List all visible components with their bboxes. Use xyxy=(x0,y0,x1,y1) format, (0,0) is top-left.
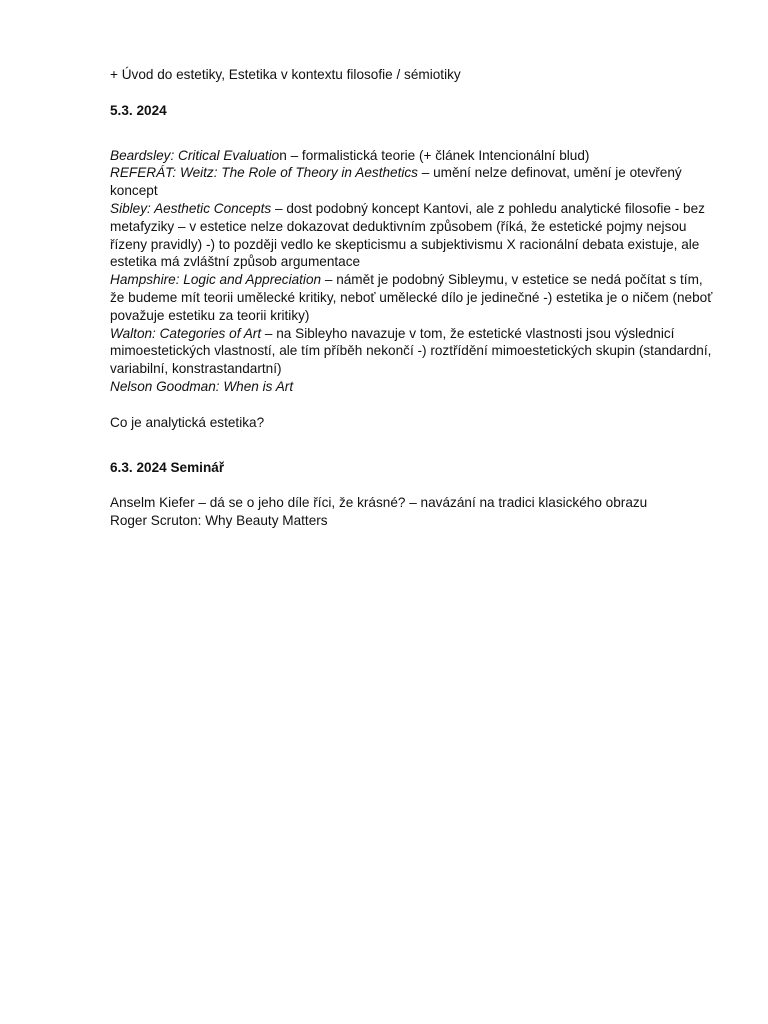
question-line: Co je analytická estetika? xyxy=(110,414,265,430)
section-date-heading: 5.3. 2024 xyxy=(110,102,167,118)
entry-title: REFERÁT: Weitz: The Role of Theory in Aesthetics xyxy=(110,165,418,181)
intro-line: + Úvod do estetiky, Estetika v kontextu filosofie / sémiotiky xyxy=(110,67,461,82)
seminar-date-heading: 6.3. 2024 Seminář xyxy=(110,459,225,475)
entry-hampshire xyxy=(110,271,718,324)
entry-title: Walton: Categories of Art xyxy=(110,325,262,341)
seminar-line-kiefer: Anselm Kiefer – dá se o jeho díle říci, že krásné? – navázání na tradici klasického obrazu xyxy=(110,495,648,511)
entry-title: Sibley: Aesthetic Concepts xyxy=(110,200,272,216)
entry-sibley xyxy=(110,200,718,271)
entry-text: n – formalistická teorie (+ článek Intencionální blud) xyxy=(279,147,590,163)
entry-title: Hampshire: Logic and Appreciation xyxy=(110,272,322,288)
entry-text: – umění nelze definovat, umění je otevřený koncept xyxy=(110,165,682,199)
entry-beardsley xyxy=(110,147,718,165)
entry-title: Beardsley: Critical Evaluatio xyxy=(110,147,280,163)
document-page xyxy=(110,66,718,530)
entry-text: – námět je podobný Sibleymu, v estetice se nedá počítat s tím, že budeme mít teorii umělecké kritiky, neboť umělecké dílo je jedinečné -) estetika je o ničem (neboť považuje estetiku za teorii kritiky) xyxy=(110,272,713,323)
entry-text: – dost podobný koncept Kantovi, ale z pohledu analytické filosofie - bez metafyziky – v estetice nelze dokazovat deduktivním způsobem (říká, že estetické pojmy nejsou řízeny pravidly) -) to později vedlo ke skepticismu a subjektivismu X racionální debata existuje, ale estetika má zvláštní způsob argumentace xyxy=(110,200,705,270)
spacer xyxy=(110,120,718,147)
seminar-line-scruton: Roger Scruton: Why Beauty Matters xyxy=(110,513,328,529)
spacer xyxy=(110,432,718,459)
entry-title: Nelson Goodman: When is Art xyxy=(110,378,294,394)
spacer xyxy=(110,84,718,102)
entry-goodman xyxy=(110,378,718,396)
entry-text: – na Sibleyho navazuje v tom, že estetické vlastnosti jsou výslednicí mimoestetických vlastností, ale tím příběh nekončí -) roztřídění mimoestetických skupin (standardní, variabilní, konstrastandartní) xyxy=(110,325,712,377)
spacer xyxy=(110,396,718,414)
entry-walton xyxy=(110,325,718,378)
spacer xyxy=(110,476,718,494)
entry-weitz xyxy=(110,164,718,200)
